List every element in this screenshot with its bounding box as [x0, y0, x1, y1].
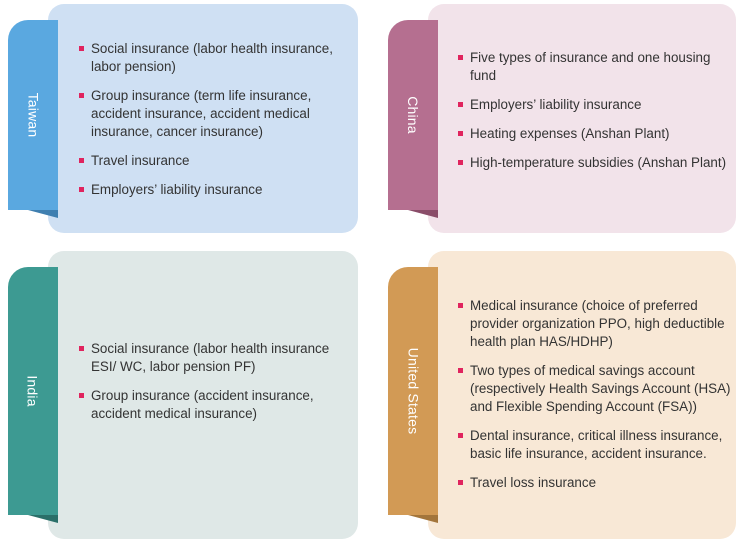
china-label: China — [405, 96, 421, 134]
taiwan-list — [79, 40, 344, 210]
list-item: Dental insurance, critical illness insurance, basic life insurance, accident insurance. — [458, 427, 733, 463]
united-states-tab — [388, 267, 438, 515]
india-list — [79, 340, 344, 434]
list-item: Employers’ liability insurance — [79, 181, 344, 199]
united-states-label: United States — [405, 347, 421, 435]
taiwan-tab-fold — [28, 210, 58, 218]
china-tab-fold — [408, 210, 438, 218]
china-list — [458, 49, 728, 183]
list-item: High-temperature subsidies (Anshan Plant) — [458, 154, 728, 172]
list-item: Five types of insurance and one housing fund — [458, 49, 728, 85]
india-label: India — [24, 375, 41, 407]
list-item: Travel insurance — [79, 152, 344, 170]
list-item: Employers’ liability insurance — [458, 96, 728, 114]
taiwan-tab — [8, 20, 58, 210]
india-tab — [8, 267, 58, 515]
china-tab — [388, 20, 438, 210]
india-tab-fold — [28, 515, 58, 523]
list-item: Group insurance (accident insurance, accident medical insurance) — [79, 387, 344, 423]
list-item: Social insurance (labor health insurance, labor pension) — [79, 40, 344, 76]
list-item: Heating expenses (Anshan Plant) — [458, 125, 728, 143]
list-item: Group insurance (term life insurance, accident insurance, accident medical insurance, cancer insurance) — [79, 87, 344, 141]
list-item: Medical insurance (choice of preferred provider organization PPO, high deductible health plan HAS/HDHP) — [458, 297, 733, 351]
list-item: Travel loss insurance — [458, 474, 733, 492]
united-states-tab-fold — [408, 515, 438, 523]
united-states-list — [458, 297, 733, 503]
list-item: Social insurance (labor health insurance ESI/ WC, labor pension PF) — [79, 340, 344, 376]
taiwan-label: Taiwan — [25, 92, 41, 138]
list-item: Two types of medical savings account (respectively Health Savings Account (HSA) and Flexible Spending Account (FSA)) — [458, 362, 733, 416]
